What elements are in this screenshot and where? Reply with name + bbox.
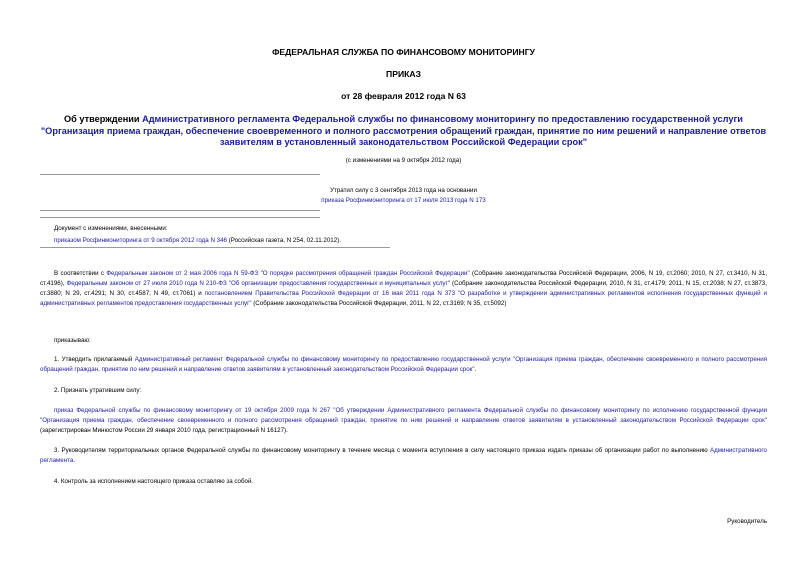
divider	[40, 210, 320, 211]
item-1-text: 1. Утвердить прилагаемый	[54, 356, 135, 363]
resolution-373-link[interactable]: постановлением Правительства Российской Федерации от 16 мая 2011 года N 373 "О разработке и утверждении административных регламентов исполнения государственных функций и административных регламентов предоставления государственных услуг"	[40, 290, 767, 307]
item-1-paragraph	[40, 355, 767, 375]
preamble-paragraph	[40, 269, 767, 309]
changes-source: (Российская газета, N 254, 02.11.2012).	[226, 237, 341, 244]
preamble-text: (Собрание законодательства Российской Федерации, 2010, N 31, ст.4179; 2011, N 15, ст.2038; N 27, ст.3873, ст.3880; N 29, ст.4291; N 30, ст.4587; N 49, ст.7061) и	[40, 280, 767, 297]
title-prefix: Об утверждении	[64, 114, 143, 124]
regulation-link[interactable]: Административный регламент Федеральной службы по финансовому мониторингу по предоставлению государственной услуги "Организация приема граждан, обеспечение своевременного и полного рассмотрения обращений граждан, принятие по ним решений и направление ответов заявителям в установленный законодательством Российской Федерации срок"	[40, 356, 768, 373]
lost-force-text: Утратил силу с 3 сентября 2013 года на основании	[330, 187, 477, 194]
regulation-short-link[interactable]: Административного регламента	[40, 447, 767, 464]
title-regulation-link[interactable]: Административного регламента Федеральной службы по финансовому мониторингу по предоставлению государственной услуги "Организация приема граждан, обеспечение своевременного и полного рассмотрения обращений граждан, принятие по ним решений и направление ответов заявителям в установленный законодательством Российской Федерации срок"	[40, 114, 767, 147]
signature: Руководитель	[727, 518, 767, 525]
document-title	[40, 114, 767, 149]
divider	[40, 174, 320, 175]
changes-label: Документ с изменениями, внесенными:	[54, 225, 168, 232]
item-3-paragraph	[40, 446, 767, 466]
lost-force-block	[0, 186, 807, 206]
changes-order-link[interactable]: приказом Росфинмониторинга от 9 октября 2012 года N 346	[54, 237, 227, 244]
amendments-note: (с изменениями на 9 октября 2012 года)	[345, 157, 462, 164]
doc-type-heading: ПРИКАЗ	[386, 69, 421, 79]
changes-block	[54, 223, 341, 247]
preamble-text: (Собрание законодательства Российской Федерации, 2011, N 22, ст.3169; N 35, ст.5092)	[251, 300, 507, 307]
item-3-text: 3. Руководителям территориальных органов Федеральной службы по финансовому мониторингу в течение месяца с момента вступления в силу настоящего приказа издать приказы об организации работ по выполнению	[54, 447, 710, 454]
order-267-link[interactable]: приказ Федеральной службы по финансовому мониторингу от 19 октября 2009 года N 267 "Об утверждении Административного регламента Федеральной службы по финансовому мониторингу по исполнению государственной функции "Организация приема граждан, обеспечение своевременного и полного рассмотрения обращений граждан, принятие по ним решений и направление ответов заявителям в установленный законодательством Российской Федерации срок"	[40, 407, 767, 424]
item-2-detail-paragraph	[40, 406, 767, 436]
order-word: приказываю:	[54, 337, 91, 344]
date-number-heading: от 28 февраля 2012 года N 63	[341, 91, 466, 101]
agency-heading: ФЕДЕРАЛЬНАЯ СЛУЖБА ПО ФИНАНСОВОМУ МОНИТОРИНГУ	[272, 47, 535, 57]
item-2-detail-text: (зарегистрирован Минюстом России 29 января 2010 года, регистрационный N 16127).	[40, 427, 288, 434]
item-4-paragraph: 4. Контроль за исполнением настоящего приказа оставляю за собой.	[54, 478, 254, 485]
law-210-fz-link[interactable]: Федеральным законом от 27 июля 2010 года N 210-ФЗ "Об организации предоставления государственных и муниципальных услуг"	[66, 280, 450, 287]
preamble-text: В соответствии с	[54, 270, 107, 277]
divider	[40, 247, 390, 248]
item-3-text: .	[73, 457, 76, 464]
lost-force-link[interactable]: приказа Росфинмониторинга от 17 июля 2013 года N 173	[321, 197, 486, 204]
item-2-paragraph: 2. Признать утратившим силу:	[54, 387, 142, 394]
divider	[40, 217, 320, 218]
law-59-fz-link[interactable]: Федеральным законом от 2 мая 2006 года N 59-ФЗ "О порядке рассмотрения обращений граждан Российской Федерации"	[106, 270, 470, 277]
item-1-text: .	[474, 366, 477, 373]
preamble-text: (Собрание законодательства Российской Федерации, 2006, N 19, ст.2060; 2010, N 27, ст.3410, N 31, ст.4196),	[40, 270, 767, 287]
